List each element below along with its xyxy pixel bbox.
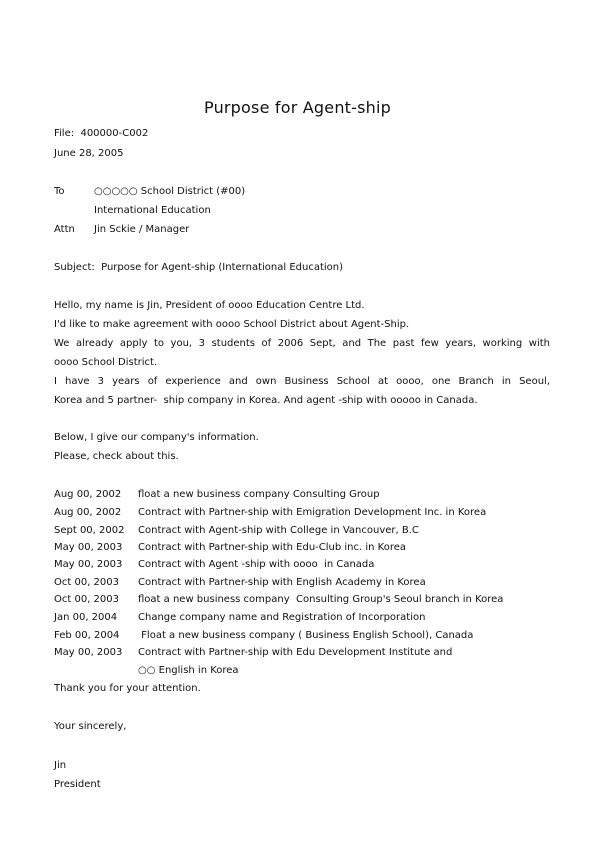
info-intro-line: Please, check about this. [54,451,179,462]
recipient-line-1: ○○○○○ School District (#00) [94,186,246,197]
event-description: float a new business company Consulting Group's Seoul branch in Korea [138,594,504,605]
event-description: float a new business company Consulting Group [138,489,380,500]
attn-label: Attn [54,224,75,235]
event-description: Float a new business company ( Business English School), Canada [138,630,474,641]
body-line: We already apply to you, 3 students of 2006 Sept, and The past few years, working with [54,338,550,349]
file-reference: File: 400000-C002 [54,128,149,139]
event-date: May 00, 2003 [54,647,123,658]
event-date: May 00, 2003 [54,542,123,553]
body-line: Hello, my name is Jin, President of oooo Education Centre Ltd. [54,300,365,311]
event-description: Contract with Partner-ship with English Academy in Korea [138,577,426,588]
info-intro-line: Below, I give our company's information. [54,432,259,443]
event-date: Oct 00, 2003 [54,577,119,588]
event-date: Oct 00, 2003 [54,594,119,605]
event-description: Contract with Partner-ship with Emigration Development Inc. in Korea [138,507,487,518]
body-line: I have 3 years of experience and own Business School at oooo, one Branch in Seoul, [54,376,550,387]
subject-line: Subject: Purpose for Agent-ship (International Education) [54,262,343,273]
body-line: I'd like to make agreement with oooo School District about Agent-Ship. [54,319,410,330]
signature-name: Jin [54,760,67,771]
event-description: Contract with Agent-ship with College in Vancouver, B.C [138,525,419,536]
event-date: Jan 00, 2004 [54,612,118,623]
event-date: Sept 00, 2002 [54,525,125,536]
event-description: Contract with Agent -ship with oooo in Canada [138,559,375,570]
body-line: oooo School District. [54,357,158,368]
event-description: Change company name and Registration of Incorporation [138,612,426,623]
closing-line: Your sincerely, [54,721,127,732]
event-date: Feb 00, 2004 [54,630,120,641]
to-label: To [54,186,65,197]
event-date: Aug 00, 2002 [54,507,122,518]
attn-value: Jin Sckie / Manager [94,224,190,235]
event-description: Contract with Partner-ship with Edu-Club inc. in Korea [138,542,407,553]
letter-date: June 28, 2005 [54,148,124,159]
event-description: Contract with Partner-ship with Edu Development Institute and [138,647,453,658]
body-line: Korea and 5 partner- ship company in Korea. And agent -ship with ooooo in Canada. [54,395,478,406]
event-continuation: ○○ English in Korea [138,665,239,676]
signature-title: President [54,779,101,790]
event-date: Aug 00, 2002 [54,489,122,500]
event-date: May 00, 2003 [54,559,123,570]
document-title: Purpose for Agent-ship [204,98,391,117]
recipient-line-2: International Education [94,205,211,216]
thanks-line: Thank you for your attention. [54,683,201,694]
